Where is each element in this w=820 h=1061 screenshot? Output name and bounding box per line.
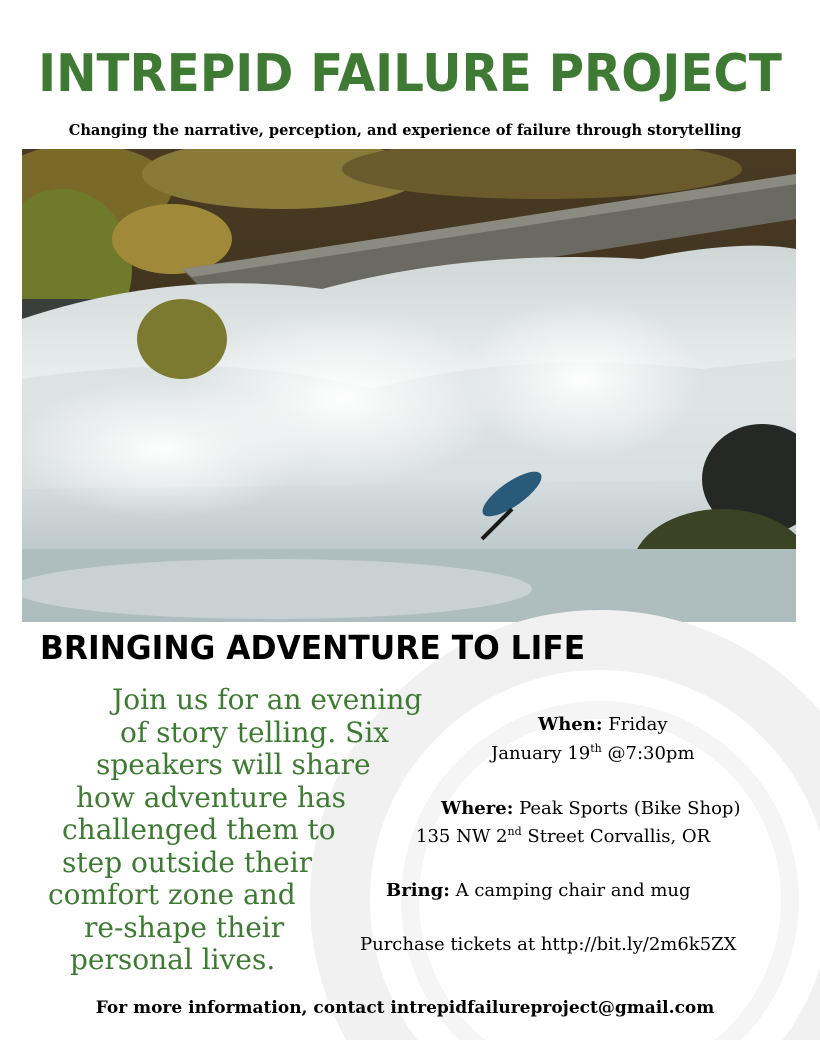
intro-line: personal lives. (70, 943, 276, 976)
when-label: When: (538, 714, 603, 735)
when-day: Friday (608, 714, 668, 735)
where-line (441, 798, 740, 819)
address-number: 135 NW 2 (416, 826, 508, 847)
intro-line: challenged them to (62, 813, 336, 846)
tickets-link[interactable]: Purchase tickets at http://bit.ly/2m6k5ZX (360, 934, 737, 955)
bring-label: Bring: (386, 880, 450, 901)
tagline: Changing the narrative, perception, and experience of failure through storytelling (68, 121, 742, 139)
contact-footer: For more information, contact intrepidfailureproject@gmail.com (95, 998, 715, 1018)
bring-line (386, 880, 691, 901)
intro-text (44, 684, 424, 977)
poster-title: INTREPID FAILURE PROJECT (38, 44, 782, 104)
date-time: @7:30pm (607, 743, 695, 764)
where-place: Peak Sports (Bike Shop) (519, 798, 741, 819)
intro-line: how adventure has (76, 780, 347, 814)
intro-line: comfort zone and (48, 878, 296, 911)
intro-line: speakers will share (96, 748, 371, 781)
date-suffix: th (590, 742, 602, 755)
address-suffix: nd (507, 825, 522, 838)
date-main: January 19 (491, 743, 591, 764)
address-line (416, 825, 710, 847)
bring-text: A camping chair and mug (455, 880, 691, 901)
intro-line: re-shape their (84, 910, 285, 944)
headline: BRINGING ADVENTURE TO LIFE (40, 628, 586, 667)
date-line (491, 742, 695, 764)
where-label: Where: (441, 798, 514, 819)
when-line (538, 714, 668, 735)
hero-photo (22, 149, 796, 622)
address-rest: Street Corvallis, OR (527, 826, 711, 847)
intro-line: of story telling. Six (120, 715, 390, 749)
intro-line: Join us for an evening (112, 683, 423, 716)
intro-line: step outside their (62, 845, 313, 879)
